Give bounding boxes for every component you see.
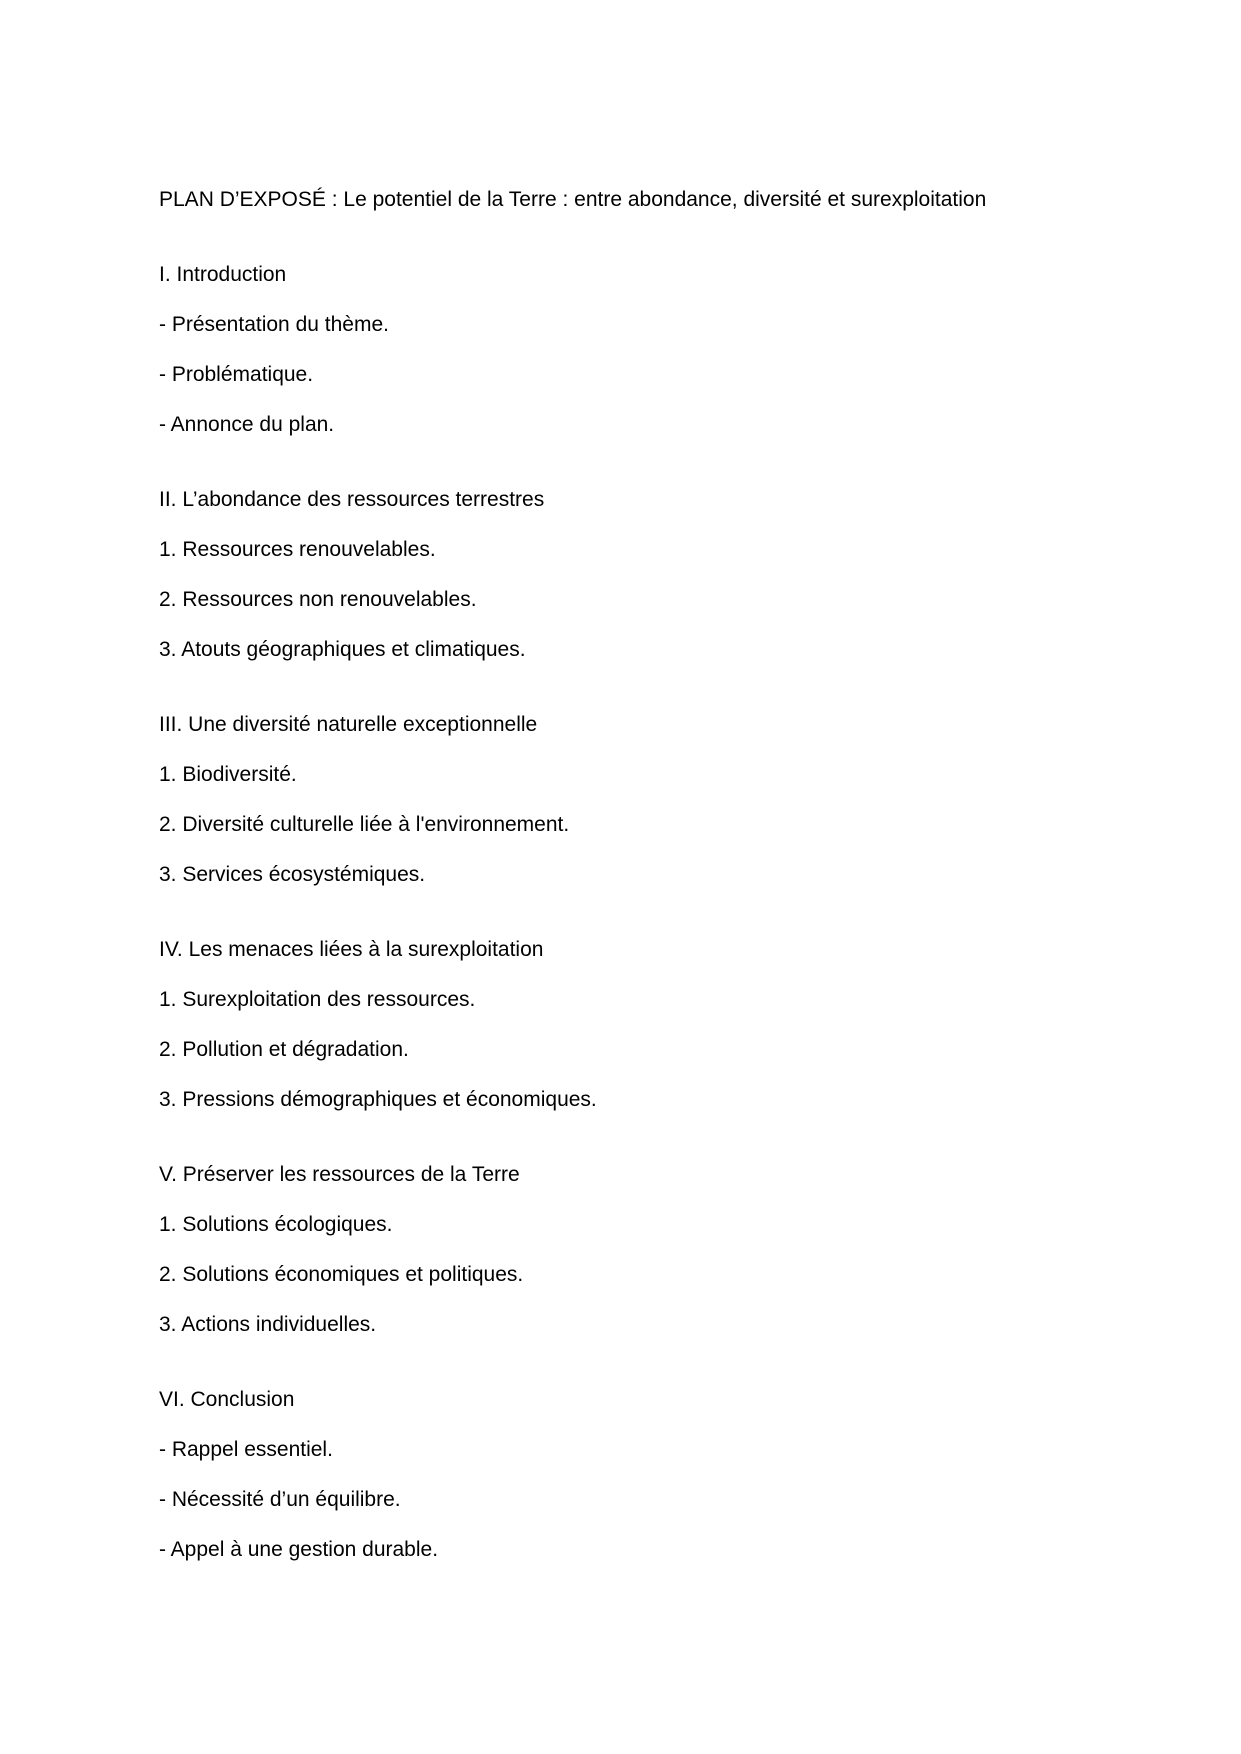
section-5-item-1: 1. Solutions écologiques. [159, 1213, 393, 1236]
section-6-item-3: - Appel à une gestion durable. [159, 1538, 439, 1561]
section-spacer [159, 675, 1131, 700]
section-2-item-3: 3. Atouts géographiques et climatiques. [159, 638, 526, 661]
section-4-heading: IV. Les menaces liées à la surexploitation [159, 938, 544, 961]
section-5-item-3: 3. Actions individuelles. [159, 1313, 377, 1336]
section-4-item-2: 2. Pollution et dégradation. [159, 1038, 409, 1061]
section-1-heading: I. Introduction [159, 263, 287, 286]
section-1-item-2: - Problématique. [159, 363, 314, 386]
section-spacer [159, 900, 1131, 925]
section-6-item-2: - Nécessité d’un équilibre. [159, 1488, 401, 1511]
section-3-item-3: 3. Services écosystémiques. [159, 863, 426, 886]
section-2-heading: II. L’abondance des ressources terrestres [159, 488, 545, 511]
section-6-item-1: - Rappel essentiel. [159, 1438, 333, 1461]
section-3-item-1: 1. Biodiversité. [159, 763, 297, 786]
section-2-item-1: 1. Ressources renouvelables. [159, 538, 436, 561]
section-spacer [159, 1350, 1131, 1375]
section-spacer [159, 450, 1131, 475]
section-4-item-1: 1. Surexploitation des ressources. [159, 988, 476, 1011]
section-spacer [159, 1125, 1131, 1150]
section-spacer [159, 225, 1131, 250]
section-4-item-3: 3. Pressions démographiques et économiques. [159, 1088, 597, 1111]
section-5-heading: V. Préserver les ressources de la Terre [159, 1163, 520, 1186]
section-1-item-3: - Annonce du plan. [159, 413, 335, 436]
section-3-heading: III. Une diversité naturelle exceptionnelle [159, 713, 538, 736]
section-3-item-2: 2. Diversité culturelle liée à l'environnement. [159, 813, 570, 836]
section-5-item-2: 2. Solutions économiques et politiques. [159, 1263, 524, 1286]
section-1-item-1: - Présentation du thème. [159, 313, 389, 336]
section-2-item-2: 2. Ressources non renouvelables. [159, 588, 477, 611]
document-title: PLAN D’EXPOSÉ : Le potentiel de la Terre : entre abondance, diversité et surexploitation [159, 188, 987, 211]
section-6-heading: VI. Conclusion [159, 1388, 295, 1411]
